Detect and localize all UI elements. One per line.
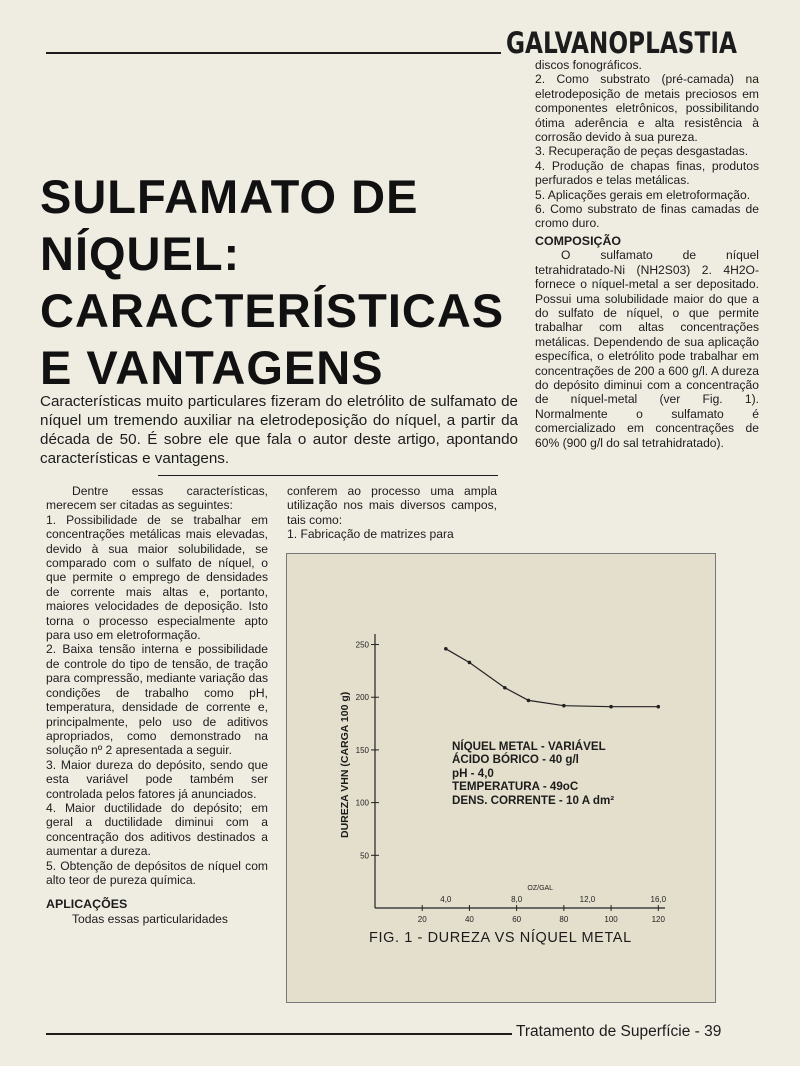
y-tick-label: 100 — [355, 798, 369, 808]
body-paragraph: 3. Maior dureza do depósito, sendo que esta variável pode também ser controlada pelos fatores já anunciados. — [46, 757, 268, 801]
body-paragraph: 4. Produção de chapas finas, produtos perfurados e telas metálicas. — [535, 158, 759, 188]
top-unit-label: OZ/GAL — [527, 885, 554, 892]
title-line: CARACTERÍSTICAS — [40, 284, 505, 337]
chart-y-axis-label: DUREZA VHN (CARGA 100 g) — [339, 691, 351, 838]
body-paragraph: 3. Recuperação de peças desgastadas. — [535, 144, 749, 159]
top-tick-label: 8,0 — [511, 895, 523, 904]
lead-paragraph: Características muito particulares fizeram do eletrólito de sulfamato de níquel um tremendo auxiliar na eletrodeposição do níquel, a partir da década de 50. É sobre ele que fala o autor deste artigo, apontando características e vantagens. — [40, 393, 518, 467]
body-paragraph: Todas essas particularidades — [72, 911, 228, 926]
body-paragraph: conferem ao processo uma ampla utilização nos mais diversos campos, tais como: — [287, 484, 497, 527]
data-point — [562, 704, 566, 708]
hardness-series-line — [446, 649, 659, 707]
figure-caption: FIG. 1 - DUREZA VS NÍQUEL METAL — [369, 930, 632, 946]
data-point — [527, 699, 531, 703]
x-tick-label: 60 — [512, 915, 522, 924]
body-paragraph: 6. Como substrato de finas camadas de cromo duro. — [535, 202, 759, 231]
legend-line: pH - 4,0 — [452, 766, 494, 780]
footer-rule — [46, 1033, 512, 1035]
article-title — [40, 168, 510, 396]
data-point — [444, 647, 448, 651]
body-paragraph: 2. Como substrato (pré-camada) na eletrodeposição de metais preciosos em componentes eletrônicos, possibilitando ótima aderência e alta resistência à corrosão devido à sua pureza. — [535, 72, 759, 145]
header-rule — [46, 52, 501, 54]
top-tick-label: 12,0 — [579, 895, 596, 904]
y-tick-label: 250 — [355, 640, 369, 650]
y-tick-label: 50 — [360, 851, 369, 861]
body-paragraph: 2. Baixa tensão interna e possibilidade de controle do tipo de tensão, de tração para compressão, mediante variação das condições de trabalho como pH, temperatura, densidade de corrente e, principalmente, pelo uso de aditivos apropriados, como demonstrado na solução nº 2 apresentada a seguir. — [46, 642, 268, 758]
page-footer: Tratamento de Superfície - 39 — [516, 1023, 722, 1040]
data-point — [468, 661, 472, 665]
body-paragraph: 5. Aplicações gerais em eletroformação. — [535, 187, 751, 202]
y-tick-label: 150 — [355, 745, 369, 755]
x-tick-label: 120 — [651, 915, 665, 924]
x-tick-label: 100 — [604, 915, 618, 924]
body-paragraph: O sulfamato de níquel tetrahidratado-Ni (NH2S03) 2. 4H2O-fornece o níquel-metal a ser depositado. Possui uma solubilidade maior do que a do sulfato de níquel, o que permite trabalhar com altas concentrações metálicas. Dependendo de sua aplicação específica, o eletrólito pode trabalhar em concentrações de 200 a 600 g/l. A dureza do depósito diminui com a concentração de níquel-metal (ver Fig. 1). Normalmente o sulfamato é comercializado em concentrações de 60% (900 g/l do sal tetrahidratado). — [535, 248, 759, 450]
right-column — [535, 58, 759, 450]
chart-legend — [452, 740, 614, 807]
body-paragraph: 1. Possibilidade de se trabalhar em concentrações metálicas mais elevadas, devido à sua maior solubilidade, se comparado com o sulfato de níquel, o que permite o emprego de densidades de corrente mais altas e, portanto, maiores velocidades de deposição. Isto torna o processo especialmente apto para uso em eletroformação. — [46, 512, 268, 643]
composition-heading: COMPOSIÇÃO — [535, 233, 622, 248]
x-tick-label: 20 — [417, 915, 427, 924]
lead-rule — [158, 475, 498, 476]
left-column — [46, 484, 268, 926]
body-paragraph: Dentre essas características, merecem ser citadas as seguintes: — [46, 484, 268, 513]
top-tick-label: 16,0 — [650, 895, 667, 904]
title-line: SULFAMATO DE — [40, 170, 419, 223]
x-tick-label: 80 — [559, 915, 569, 924]
body-paragraph: discos fonográficos. — [535, 58, 642, 72]
body-paragraph: 1. Fabricação de matrizes para — [287, 527, 454, 542]
x-tick-label: 40 — [464, 915, 474, 924]
data-point — [503, 686, 507, 690]
y-tick-label: 200 — [355, 693, 369, 703]
applications-heading: APLICAÇÕES — [46, 897, 128, 912]
legend-line: NÍQUEL METAL - VARIÁVEL — [452, 740, 606, 753]
legend-line: ÁCIDO BÓRICO - 40 g/l — [452, 753, 579, 767]
figure-1 — [286, 553, 716, 1003]
legend-line: TEMPERATURA - 49oC — [452, 780, 579, 794]
title-line: E VANTAGENS — [40, 341, 384, 394]
top-tick-label: 4,0 — [440, 895, 452, 904]
data-point — [656, 705, 660, 709]
body-paragraph: 4. Maior ductilidade do depósito; em geral a ductilidade diminui com a concentração dos aditivos destinados a aumentar a dureza. — [46, 800, 268, 859]
body-paragraph: 5. Obtenção de depósitos de níquel com alto teor de pureza química. — [46, 858, 268, 887]
data-point — [609, 705, 613, 709]
middle-column — [287, 484, 497, 542]
title-line: NÍQUEL: — [40, 227, 241, 280]
section-label: GALVANOPLASTIA — [506, 26, 737, 60]
legend-line: DENS. CORRENTE - 10 A dm² — [452, 793, 615, 807]
